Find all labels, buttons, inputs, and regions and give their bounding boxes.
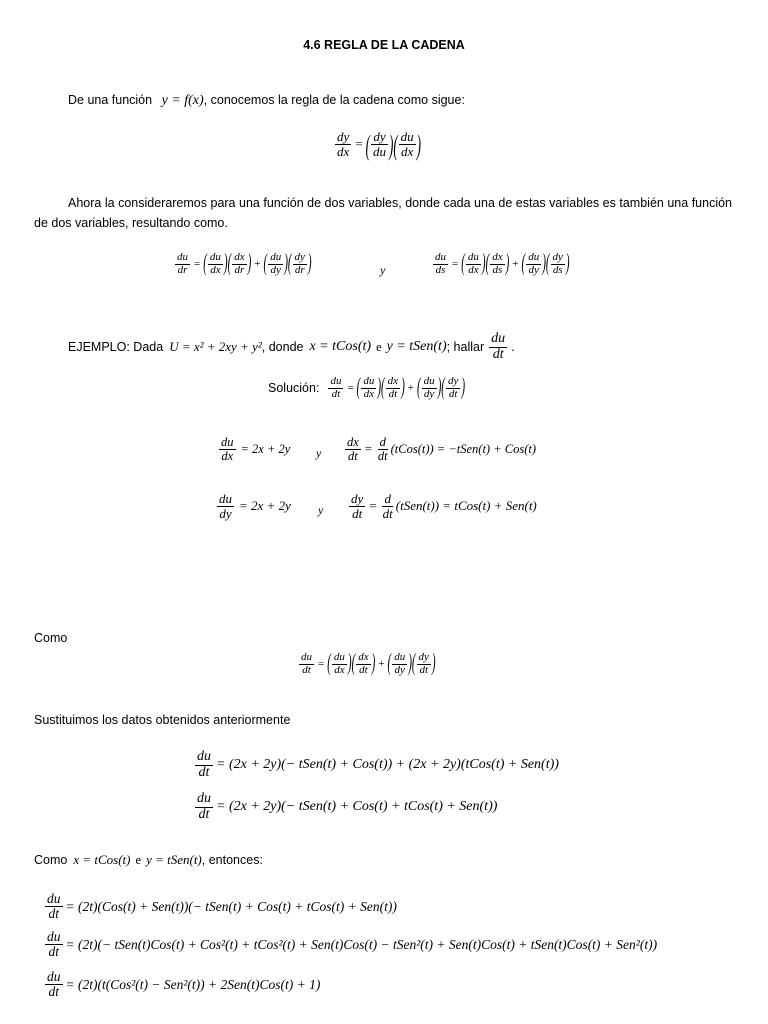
chain-rule-dudt: $\frac{du}{dt}$ = ( $\frac{du}{dx}$ ) ( $\frac{dx}{dt}$ ) + ( $\frac{du}{dy}$ ) ( $\frac{dy}{dt}$ ) [301,649,436,677]
intro-text-after: , conocemos la regla de la cadena como sigue: [203,93,465,107]
como2-y-def: y = tSen(t) [146,852,202,867]
connector-y-3: y [318,503,324,517]
solucion-label: Solución: [268,381,320,396]
subst-line-2: $\frac{du}{dt}$ = (2x + 2y)(− tSen(t) + Cos(t) + tCos(t) + Sen(t)) [197,791,498,822]
ejemplo-function: U = x² + 2xy + y² [169,339,262,355]
final-line-3: $\frac{du}{dt}$ = (2t)(t(Cos²(t) − Sen²(t)) + 2Sen(t)Cos(t) + 1) [47,969,321,1000]
final-line-2: $\frac{du}{dt}$ = (2t)(− tSen(t)Cos(t) + Cos²(t) + tCos²(t) + Sen(t)Cos(t) − tSen²(t) + Sen(t)Cos(t) + tSen(t)Cos(t) + Sen²(t)) [47,929,658,960]
ejemplo-y-def: y = tSen(t) [386,339,447,355]
ejemplo-x-def: x = tCos(t) [309,339,372,355]
como2-e: e [135,853,142,867]
como2-label: Como [34,853,68,867]
partial-du-dr: $\frac{du}{dr}$ = ( $\frac{du}{dx}$ ) ( $\frac{dx}{dr}$ ) + ( $\frac{du}{dy}$ ) ( $\frac{dy}{dr}$ ) [177,249,312,277]
derivative-dx-dt: $\frac{dx}{dt}$ = $\frac{d}{dt}$ (tCos(t)) = −tSen(t) + Cos(t) [347,435,537,464]
connector-y-2: y [316,446,322,460]
subst-line-1: $\frac{du}{dt}$ = (2x + 2y)(− tSen(t) + Cos(t)) + (2x + 2y)(tCos(t) + Sen(t)) [197,749,559,780]
chain-rule-1var: $\frac{dy}{dx}$ = ( $\frac{dy}{du}$ ) ( $\frac{du}{dx}$ ) [337,127,421,161]
intro-text-before: De una función [68,93,153,107]
ejemplo-line [68,332,515,362]
intro-formula: y = f(x) [161,93,204,108]
sustituimos-label: Sustituimos los datos obtenidos anteriormente [34,713,291,727]
solucion-line: Solución: $\frac{du}{dt}$ = ( $\frac{du}{dx}$ ) ( $\frac{dx}{dt}$ ) + ( $\frac{du}{dy}$ ) ( $\frac{dy}{dt}$ ) [268,373,466,401]
como-label: Como [34,631,68,645]
ejemplo-label: EJEMPLO: Dada [68,340,164,355]
ejemplo-du-dt: $\frac{du}{dt}$ [491,331,506,362]
como2-after: , entonces: [201,853,263,867]
intro-line [68,90,465,111]
ejemplo-end: . [511,340,515,355]
page-title: 4.6 REGLA DE LA CADENA [303,38,465,52]
como2-line [34,850,263,870]
final-line-1: $\frac{du}{dt}$ = (2t)(Cos(t) + Sen(t))(− tSen(t) + Cos(t) + tCos(t) + Sen(t)) [47,891,397,922]
partial-du-ds: $\frac{du}{ds}$ = ( $\frac{du}{dx}$ ) ( $\frac{dx}{ds}$ ) + ( $\frac{du}{dy}$ ) ( $\frac{dy}{ds}$ ) [435,249,570,277]
connector-y: y [380,263,386,277]
ejemplo-donde: , donde [261,340,304,355]
partial-du-dy: $\frac{du}{dy}$ = 2x + 2y [219,491,291,521]
ejemplo-hallar: ; hallar [446,340,485,355]
partial-du-dx: $\frac{du}{dx}$ = 2x + 2y [221,435,291,464]
ejemplo-e: e [376,340,382,355]
derivative-dy-dt: $\frac{dy}{dt}$ = $\frac{d}{dt}$ (tSen(t)) = tCos(t) + Sen(t) [351,491,537,521]
paragraph-two-variables: Ahora la consideraremos para una función de dos variables, donde cada una de estas variables es también una función de dos variables, resultando como. [34,196,732,230]
como2-x-def: x = tCos(t) [73,852,131,867]
